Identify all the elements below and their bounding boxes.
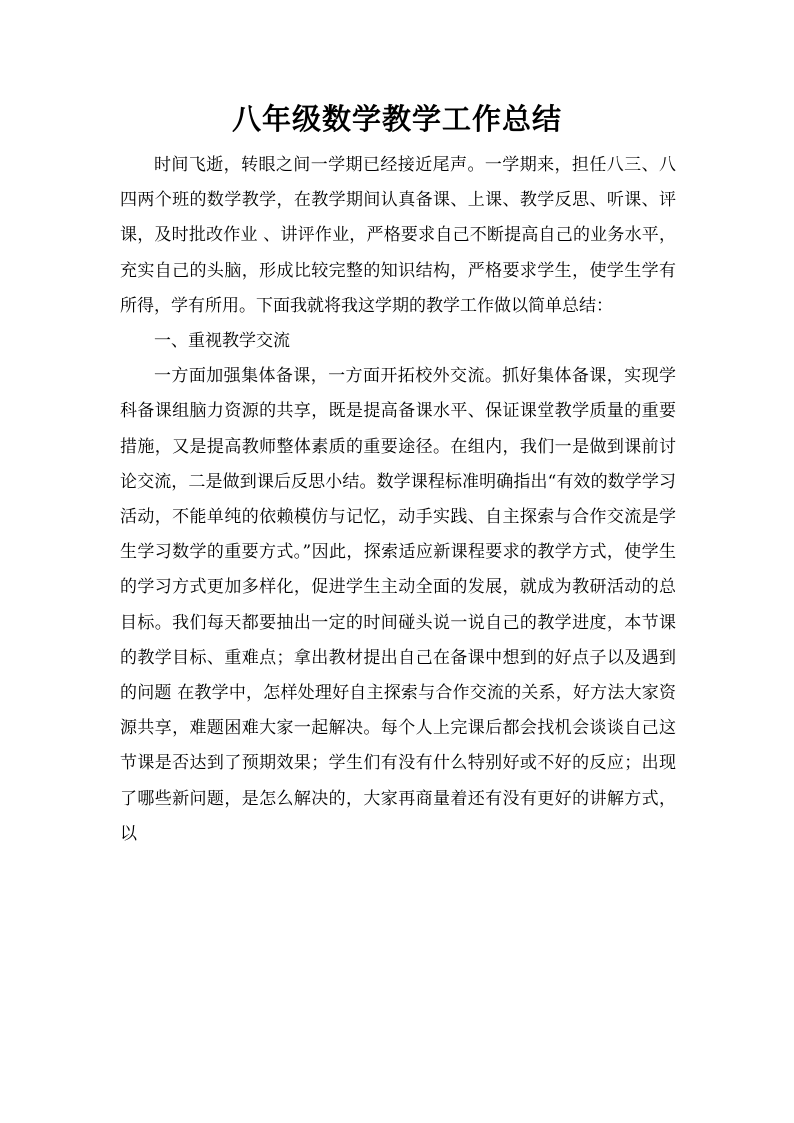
document-body xyxy=(120,148,676,852)
intro-paragraph: 时间飞逝，转眼之间一学期已经接近尾声。一学期来，担任八三、八四两个班的数学教学，在教学期间认真备课、上课、教学反思、听课、评课，及时批改作业 、讲评作业，严格要求自己不断提高自己的业务水平，充实自己的头脑，形成比较完整的知识结构，严格要求学生，使学生学有所得，学有所用。下面我就将我这学期的教学工作做以简单总结： xyxy=(120,155,676,316)
section-heading: 一、重视教学交流 xyxy=(154,331,290,352)
section-paragraph: 一方面加强集体备课，一方面开拓校外交流。抓好集体备课，实现学科备课组脑力资源的共享，既是提高备课水平、保证课堂教学质量的重要措施，又是提高教师整体素质的重要途径。在组内，我们一是做到课前讨论交流，二是做到课后反思小结。数学课程标准明确指出“有效的数学学习活动，不能单纯的依赖模仿与记忆，动手实践、自主探索与合作交流是学生学习数学的重要方式。”因此，探索适应新课程要求的教学方式，使学生的学习方式更加多样化，促进学生主动全面的发展，就成为教研活动的总目标。我们每天都要抽出一定的时间碰头说一说自己的教学进度，本节课的教学目标、重难点；拿出教材提出自己在备课中想到的好点子以及遇到的问题 在教学中，怎样处理好自主探索与合作交流的关系，好方法大家资源共享，难题困难大家一起解决。每个人上完课后都会找机会谈谈自己这节课是否达到了预期效果；学生们有没有什么特别好或不好的反应；出现了哪些新问题，是怎么解决的，大家再商量着还有没有更好的讲解方式，以 xyxy=(120,366,676,844)
page-title: 八年级数学教学工作总结 xyxy=(231,102,562,136)
